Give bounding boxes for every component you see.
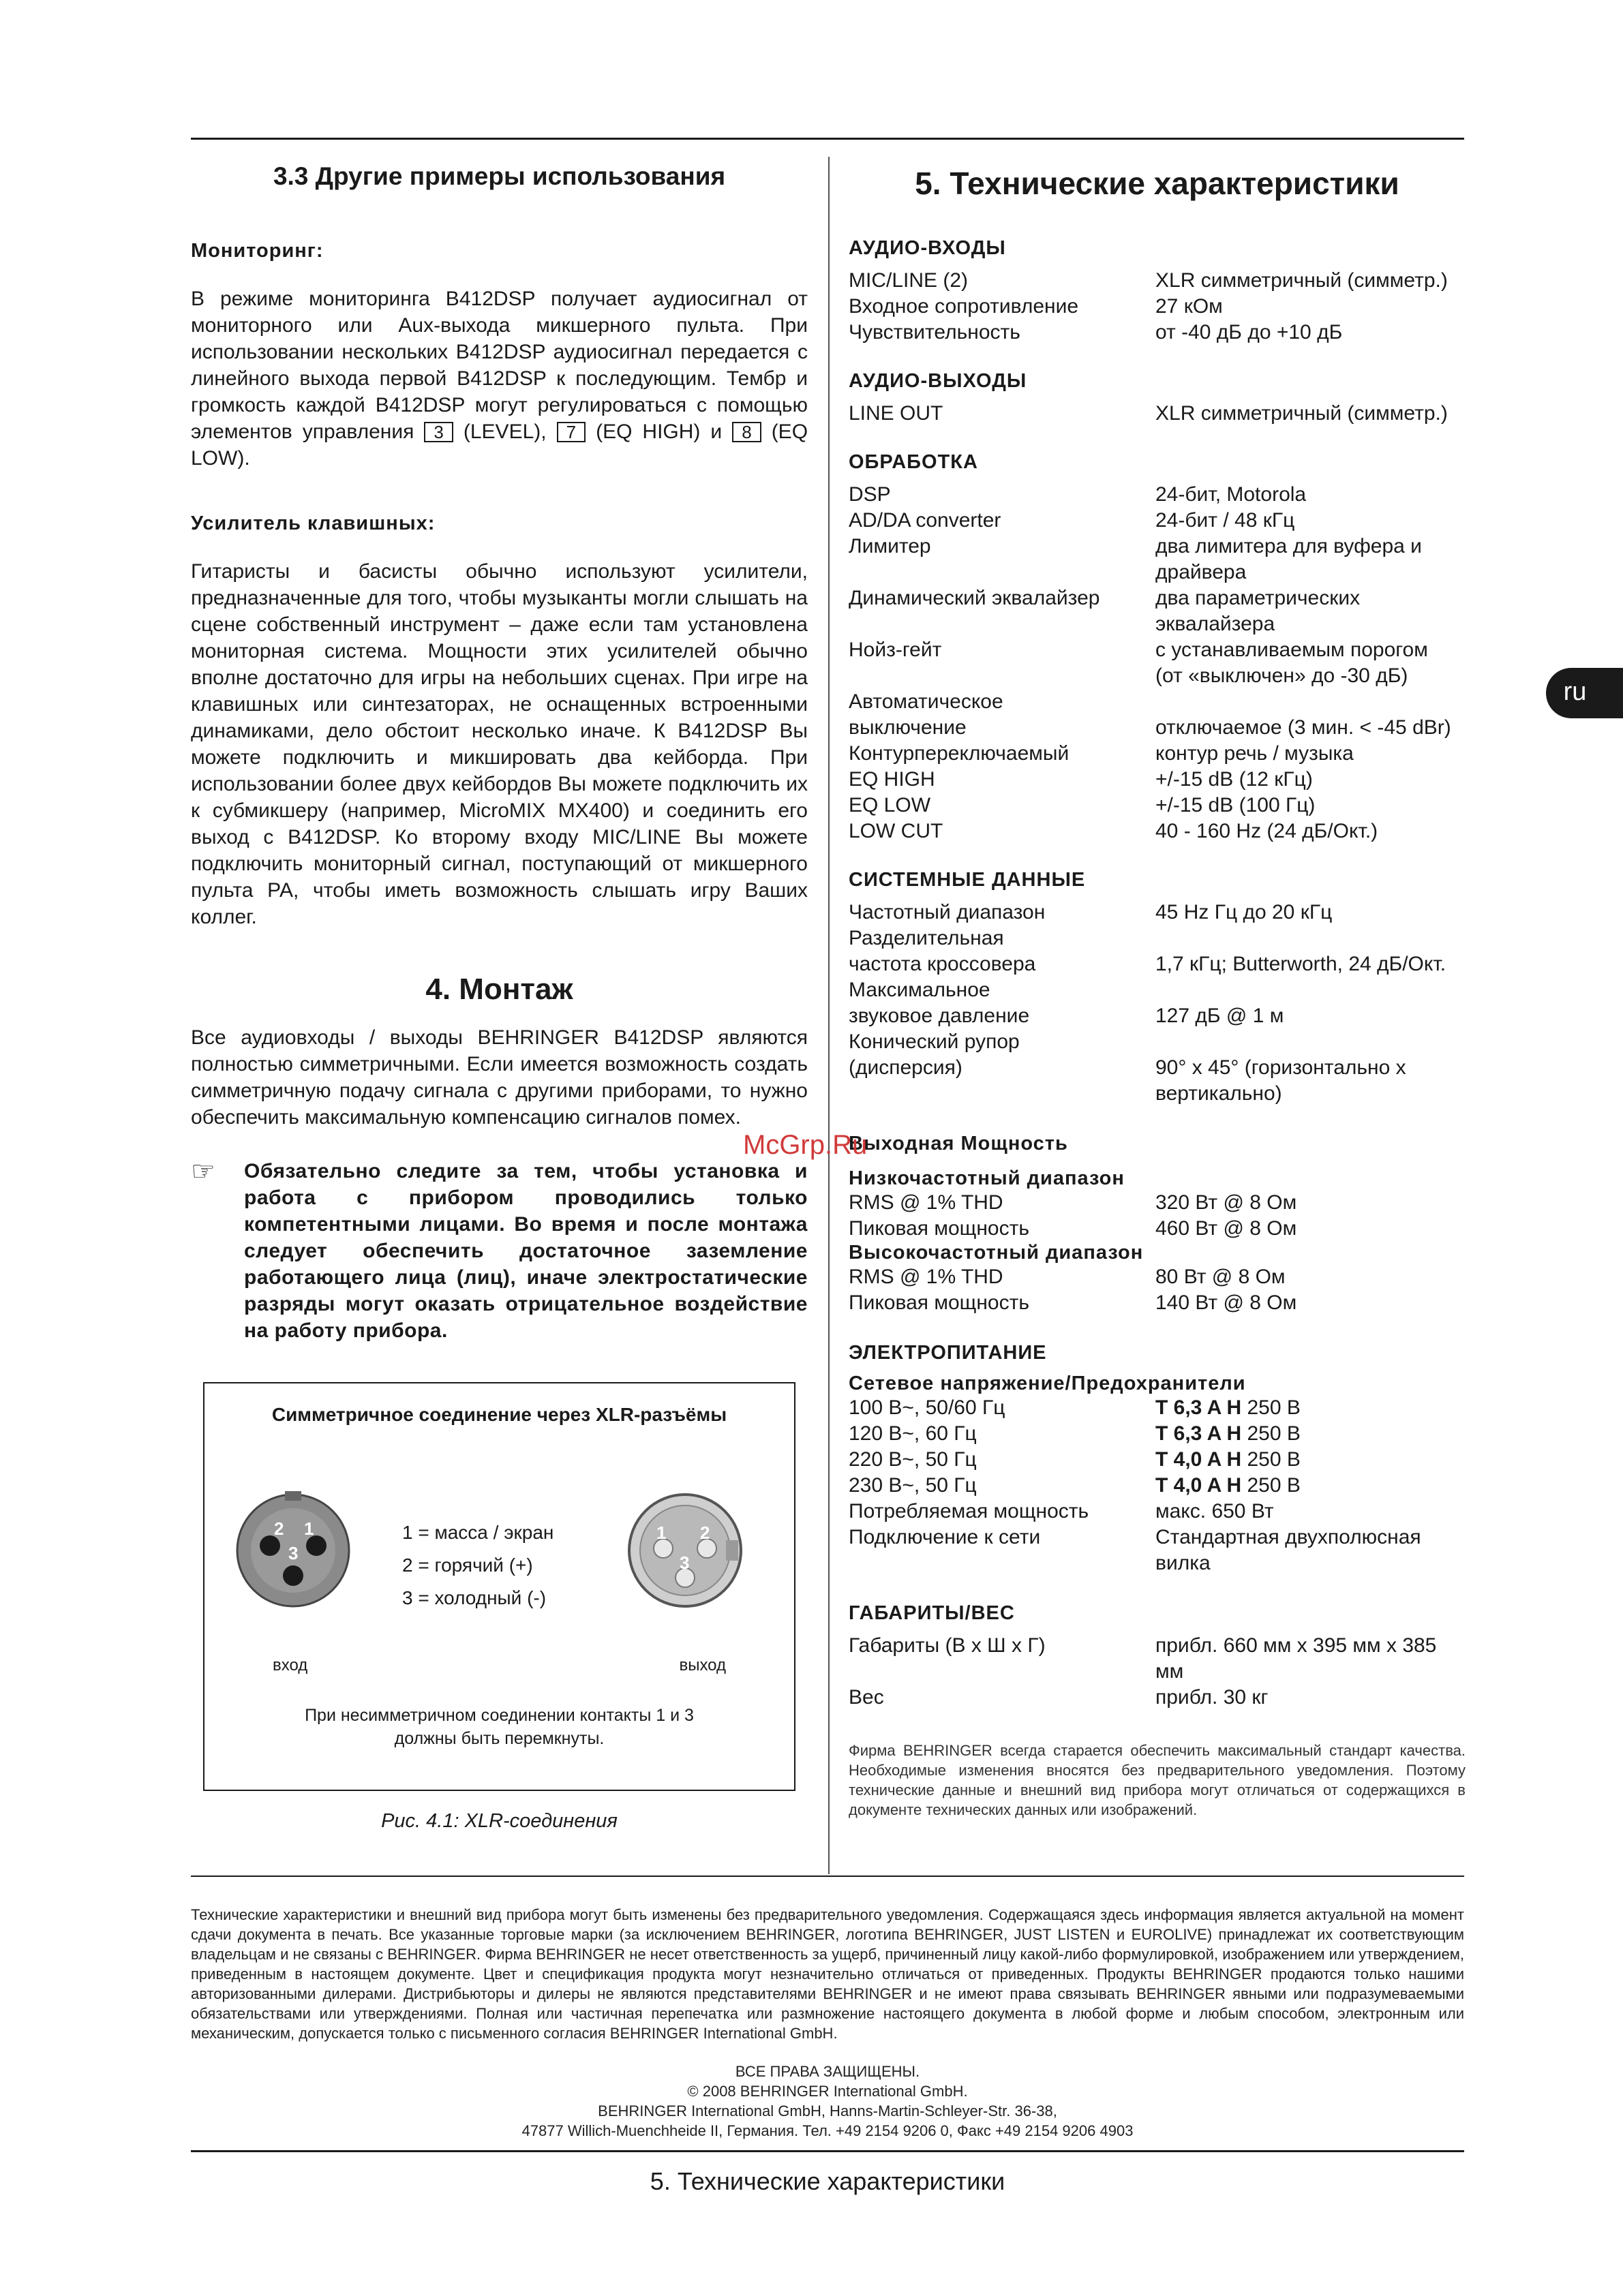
legal-notice: Технические характеристики и внешний вид прибора могут быть изменены без предварительного уведомления. Содержащаяся здесь информация является актуальной на момент сдачи документа в печать. Все указанные торговые марки (за исключением BEHRINGER, логотипа BEHRINGER, JUST LISTEN и EUROLIVE) принадлежат их соответствующим владельцам и не связаны с BEHRINGER. Фирма BEHRINGER не несет ответственность за ущерб, причиненный лицу какой-либо формулировкой, изображением или утверждением, приведенным в настоящем документе. Цвет и спецификация продукта могут незначительно отличаться от приведенных. Продукты BEHRINGER продаются только нашими авторизованными дилерами. Дистрибьюторы и дилеры не являются представителями BEHRINGER и не имеют права связывать BEHRINGER явными или подразумеваемыми обязательствами или утверждениями. Полная или частичная перепечатка или размножение настоящего документа в любой форме и любым способом, электронным или механическим, допускается только с письменного согласия BEHRINGER International GmbH. xyxy=(191,1906,1464,2042)
mount-paragraph: Все аудиовходы / выходы BEHRINGER B412DSP являются полностью симметричными. Если имеется возможность создать симметричную подачу сигнала с другими приборами, то нужно обеспечить максимальную компенсацию сигналов помех. xyxy=(191,1026,808,1129)
spec-row xyxy=(849,689,1466,715)
rights-line-3: BEHRINGER International GmbH, Hanns-Martin-Schleyer-Str. 36-38, xyxy=(598,2102,1057,2119)
xlr-diagram xyxy=(203,1382,795,1791)
audio-outputs-heading: АУДИО-ВЫХОДЫ xyxy=(849,370,1027,392)
spec-key: Нойз-гейт xyxy=(849,639,942,661)
page-footer-title: 5. Технические характеристики xyxy=(650,2167,1005,2195)
spec-value: 24-бит / 48 кГц xyxy=(1155,509,1295,532)
xlr-female-connector-icon xyxy=(232,1486,354,1608)
spec-row xyxy=(849,508,1466,534)
pointing-hand-icon: ☞ xyxy=(191,1157,215,1187)
spec-row xyxy=(849,268,1466,294)
xlr-output-label: выход xyxy=(679,1656,726,1674)
spec-value: с устанавливаемым порогом xyxy=(1155,639,1428,661)
dimensions-table xyxy=(849,1633,1466,1711)
spec-key: Конический рупор xyxy=(849,1030,1020,1053)
footer-rule xyxy=(191,1876,1464,1877)
fuse-rating: T 6,3 A H xyxy=(1155,1422,1242,1445)
fuse-row xyxy=(849,1421,1466,1447)
audio-inputs-heading: АУДИО-ВХОДЫ xyxy=(849,237,1006,259)
spec-value: 127 дБ @ 1 м xyxy=(1155,1005,1284,1027)
spec-value: контур речь / музыка xyxy=(1155,742,1354,765)
spec-key: AD/DA converter xyxy=(849,509,1001,532)
section-title-3-3: 3.3 Другие примеры использования xyxy=(273,162,726,190)
spec-key: Пиковая мощность xyxy=(849,1291,1029,1314)
right-column xyxy=(849,157,1466,1820)
watermark: McGrp.Ru xyxy=(743,1130,868,1160)
spec-value: 320 Вт @ 8 Ом xyxy=(1155,1191,1297,1214)
xlr-unbalanced-note xyxy=(204,1704,794,1750)
spec-key: Лимитер xyxy=(849,535,931,557)
system-heading: СИСТЕМНЫЕ ДАННЫЕ xyxy=(849,869,1086,891)
spec-value: 45 Hz Гц до 20 кГц xyxy=(1155,901,1333,923)
spec-value: эквалайзера xyxy=(1155,613,1275,635)
spec-row xyxy=(849,482,1466,508)
spec-key: Частотный диапазон xyxy=(849,901,1046,923)
audio-inputs-table xyxy=(849,268,1466,346)
spec-key: Потребляемая мощность xyxy=(849,1500,1089,1522)
spec-row xyxy=(849,1264,1466,1290)
top-rule xyxy=(191,138,1464,140)
dimensions-heading: ГАБАРИТЫ/ВЕС xyxy=(849,1602,1015,1624)
voltage-label: 220 В~, 50 Гц xyxy=(849,1448,977,1471)
spec-key: Контурпереключаемый xyxy=(849,742,1070,765)
fuse-row xyxy=(849,1447,1466,1473)
spec-value: 24-бит, Motorola xyxy=(1155,483,1307,506)
spec-row xyxy=(849,977,1466,1003)
mount-title: 4. Монтаж xyxy=(425,973,573,1006)
spec-value: отключаемое (3 мин. < -45 dBr) xyxy=(1155,716,1451,739)
spec-value: 140 Вт @ 8 Ом xyxy=(1155,1291,1297,1314)
spec-key: Входное сопротивление xyxy=(849,295,1079,318)
spec-key xyxy=(849,560,1155,585)
spec-row xyxy=(849,1003,1466,1029)
xlr-diagram-title: Симметричное соединение через XLR-разъёмы xyxy=(271,1404,727,1425)
spec-key xyxy=(849,611,1155,637)
spec-row xyxy=(849,741,1466,767)
xlr-pin-legend xyxy=(402,1516,553,1614)
high-freq-heading: Высокочастотный диапазон xyxy=(849,1242,1144,1264)
spec-row xyxy=(849,1550,1466,1576)
spec-key: частота кроссовера xyxy=(849,953,1036,975)
fuse-table xyxy=(849,1395,1466,1499)
spec-key: LOW CUT xyxy=(849,820,943,842)
spec-value: 90° x 45° (горизонтально x xyxy=(1155,1056,1406,1079)
spec-key: звуковое давление xyxy=(849,1005,1030,1027)
power-output-heading: Выходная Мощность xyxy=(849,1133,1068,1154)
low-freq-heading: Низкочастотный диапазон xyxy=(849,1167,1125,1189)
spec-value: два лимитера для вуфера и xyxy=(1155,535,1422,557)
spec-value: XLR симметричный (симметр.) xyxy=(1155,402,1448,425)
spec-key xyxy=(849,1550,1155,1576)
spec-row xyxy=(849,715,1466,741)
spec-value: драйвера xyxy=(1155,561,1247,583)
spec-key: Динамический эквалайзер xyxy=(849,587,1100,609)
spec-value: 460 Вт @ 8 Ом xyxy=(1155,1217,1297,1240)
spec-value: +/-15 dB (100 Гц) xyxy=(1155,794,1316,816)
legend-pin-2: 2 = горячий (+) xyxy=(402,1555,533,1576)
spec-row xyxy=(849,560,1466,585)
spec-value: вертикально) xyxy=(1155,1082,1282,1105)
control-ref-8: 8 xyxy=(732,422,761,442)
xlr-in-pin-1: 1 xyxy=(304,1518,314,1539)
fuse-row xyxy=(849,1473,1466,1499)
spec-key: DSP xyxy=(849,483,891,506)
xlr-note-line-2: должны быть перемкнуты. xyxy=(394,1729,605,1748)
spec-key: Подключение к сети xyxy=(849,1526,1041,1548)
spec-key: RMS @ 1% THD xyxy=(849,1191,1003,1214)
spec-row xyxy=(849,1081,1466,1107)
fuse-row xyxy=(849,1395,1466,1421)
spec-value: 1,7 кГц; Butterworth, 24 дБ/Окт. xyxy=(1155,953,1446,975)
spec-value xyxy=(1155,1029,1466,1055)
keyboard-heading: Усилитель клавишных: xyxy=(191,512,436,534)
xlr-male-connector-icon xyxy=(624,1486,746,1608)
fuse-voltage: 250 В xyxy=(1241,1474,1301,1497)
spec-row xyxy=(849,767,1466,793)
spec-key: EQ HIGH xyxy=(849,768,935,791)
spec-value: макс. 650 Вт xyxy=(1155,1500,1274,1522)
spec-key: Чувствительность xyxy=(849,321,1020,343)
power-supply-table xyxy=(849,1499,1466,1576)
spec-row xyxy=(849,1499,1466,1525)
spec-row xyxy=(849,1029,1466,1055)
voltage-label: 100 В~, 50/60 Гц xyxy=(849,1396,1005,1419)
spec-row xyxy=(849,1290,1466,1316)
spec-row xyxy=(849,637,1466,663)
processing-table xyxy=(849,482,1466,844)
control-ref-3: 3 xyxy=(424,422,453,442)
rights-line-1: ВСЕ ПРАВА ЗАЩИЩЕНЫ. xyxy=(735,2063,920,2080)
spec-value: прибл. 30 кг xyxy=(1155,1686,1269,1709)
column-divider xyxy=(828,157,830,1874)
rights-block xyxy=(191,2062,1464,2141)
keyboard-paragraph: Гитаристы и басисты обычно используют усилители, предназначенные для того, чтобы музыканты могли слышать на сцене собственный инструмент – даже если там установлена мониторная система. Мощности этих усилителей обычно вполне достаточно для игры на небольших сценах. При игре на клавишных или синтезаторах, не оснащенных встроенными динамиками, дело обстоит несколько иначе. К B412DSP Вы можете подключить и микшировать два кейборда. При использовании более двух кейбордов Вы можете подключить их к субмикшеру (например, MicroMIX MX400) и соединить его выход с B412DSP. Ко второму входу MIC/LINE Вы можете подключить мониторный сигнал, поступающий от микшерного пульта PA, чтобы иметь возможность слышать игру Ваших коллег. xyxy=(191,560,808,928)
spec-row xyxy=(849,294,1466,320)
monitoring-heading: Мониторинг: xyxy=(191,240,324,262)
spec-value: два параметрических xyxy=(1155,587,1361,609)
spec-row xyxy=(849,534,1466,560)
safety-note-text: Обязательно следите за тем, чтобы установка и работа с прибором проводились только компетентными лицами. Во время и после монтажа следует обеспечить достаточное заземление работающего лица (лиц), иначе электростатические разряды могут оказать отрицательное воздействие на работу прибора. xyxy=(244,1160,808,1342)
xlr-out-pin-2: 2 xyxy=(700,1522,710,1543)
spec-key: EQ LOW xyxy=(849,794,931,816)
spec-key: Габариты (В х Ш х Г) xyxy=(849,1634,1046,1657)
spec-key: выключение xyxy=(849,716,967,739)
spec-key: MIC/LINE (2) xyxy=(849,269,969,292)
xlr-note-line-1: При несимметричном соединении контакты 1 и 3 xyxy=(305,1706,694,1725)
fuse-rating: T 6,3 A H xyxy=(1155,1396,1242,1419)
fuse-value xyxy=(1155,1395,1466,1421)
fuse-voltage: 250 В xyxy=(1241,1396,1301,1419)
spec-key: Автоматическое xyxy=(849,690,1003,713)
spec-row xyxy=(849,1685,1466,1711)
fuse-voltage: 250 В xyxy=(1241,1448,1301,1471)
spec-row xyxy=(849,818,1466,844)
power-supply-heading: ЭЛЕКТРОПИТАНИЕ xyxy=(849,1342,1047,1364)
figure-caption: Рис. 4.1: XLR-соединения xyxy=(381,1810,618,1832)
spec-value: +/-15 dB (12 кГц) xyxy=(1155,768,1313,791)
control-ref-7: 7 xyxy=(557,422,586,442)
fuse-voltage: 250 В xyxy=(1241,1422,1301,1445)
high-freq-table xyxy=(849,1264,1466,1316)
spec-value xyxy=(1155,689,1466,715)
spec-key xyxy=(849,1081,1155,1107)
spec-row xyxy=(849,585,1466,611)
spec-value: 80 Вт @ 8 Ом xyxy=(1155,1266,1286,1288)
spec-value: прибл. 660 мм x 395 мм x 385 мм xyxy=(1155,1634,1437,1683)
spec-row xyxy=(849,1633,1466,1685)
mains-fuse-heading: Сетевое напряжение/Предохранители xyxy=(849,1373,1246,1394)
bottom-rule xyxy=(191,2150,1464,2152)
spec-value: 27 кОм xyxy=(1155,295,1223,318)
processing-heading: ОБРАБОТКА xyxy=(849,451,978,473)
left-column xyxy=(191,157,808,1833)
legend-pin-1: 1 = масса / экран xyxy=(402,1522,554,1543)
spec-row xyxy=(849,900,1466,925)
spec-row xyxy=(849,1216,1466,1242)
language-tab xyxy=(1546,668,1623,718)
fuse-value xyxy=(1155,1421,1466,1447)
spec-key xyxy=(849,663,1155,689)
rights-line-4: 47877 Willich-Muenchheide II, Германия. Тел. +49 2154 9206 0, Факс +49 2154 9206 4903 xyxy=(521,2122,1134,2139)
spec-row xyxy=(849,1190,1466,1216)
control-ref-3-label: (LEVEL), xyxy=(463,420,547,443)
spec-row xyxy=(849,1525,1466,1550)
xlr-input-label: вход xyxy=(273,1656,308,1674)
spec-value: вилка xyxy=(1155,1552,1211,1574)
rights-line-2: © 2008 BEHRINGER International GmbH. xyxy=(687,2083,968,2100)
spec-row xyxy=(849,951,1466,977)
control-ref-7-label: (EQ HIGH) и xyxy=(596,420,723,443)
spec-row xyxy=(849,793,1466,818)
voltage-label: 120 В~, 60 Гц xyxy=(849,1422,977,1445)
xlr-in-pin-3: 3 xyxy=(288,1543,299,1563)
spec-value: XLR симметричный (симметр.) xyxy=(1155,269,1448,292)
spec-row xyxy=(849,1055,1466,1081)
xlr-in-pin-2: 2 xyxy=(274,1518,284,1539)
spec-row xyxy=(849,401,1466,427)
fuse-rating: T 4,0 A H xyxy=(1155,1448,1242,1471)
audio-outputs-table xyxy=(849,401,1466,427)
spec-row xyxy=(849,611,1466,637)
fuse-value xyxy=(1155,1473,1466,1499)
spec-row xyxy=(849,320,1466,346)
spec-value: (от «выключен» до -30 дБ) xyxy=(1155,664,1408,687)
language-tab-label: ru xyxy=(1563,677,1587,706)
fuse-rating: T 4,0 A H xyxy=(1155,1474,1242,1497)
spec-value: от -40 дБ до +10 дБ xyxy=(1155,321,1343,343)
system-table xyxy=(849,900,1466,1107)
voltage-label: 230 В~, 50 Гц xyxy=(849,1474,977,1497)
fuse-value xyxy=(1155,1447,1466,1473)
spec-value: 40 - 160 Hz (24 дБ/Окт.) xyxy=(1155,820,1378,842)
monitoring-paragraph xyxy=(191,286,808,472)
control-ref-8-label: (EQ LOW). xyxy=(191,420,808,470)
spec-key: Разделительная xyxy=(849,927,1004,949)
spec-key: (дисперсия) xyxy=(849,1056,962,1079)
spec-key: LINE OUT xyxy=(849,402,943,425)
spec-value: Стандартная двухполюсная xyxy=(1155,1526,1421,1548)
monitoring-text: В режиме мониторинга B412DSP получает аудиосигнал от мониторного или Aux-выхода микшерного пульта. При использовании нескольких B412DSP аудиосигнал передается с линейного выхода первой B412DSP к последующим. Тембр и громкость каждой B412DSP могут регулироваться с помощью элементов управления xyxy=(191,288,808,443)
spec-value xyxy=(1155,925,1466,951)
spec-key: Вес xyxy=(849,1686,884,1709)
spec-key: Максимальное xyxy=(849,979,990,1001)
quality-disclaimer: Фирма BEHRINGER всегда старается обеспечить максимальный стандарт качества. Необходимые изменения вносятся без предварительного уведомления. Поэтому технические данные и внешний вид прибора могут отличаться от содержащихся в документе технических данных или изображений. xyxy=(849,1742,1466,1818)
spec-row xyxy=(849,925,1466,951)
legend-pin-3: 3 = холодный (-) xyxy=(402,1587,547,1608)
low-freq-table xyxy=(849,1190,1466,1242)
safety-note xyxy=(191,1158,808,1344)
specs-title: 5. Технические характеристики xyxy=(915,166,1399,201)
xlr-out-pin-1: 1 xyxy=(656,1522,667,1543)
spec-key: Пиковая мощность xyxy=(849,1217,1029,1240)
spec-value xyxy=(1155,977,1466,1003)
xlr-out-pin-3: 3 xyxy=(680,1552,690,1573)
spec-row xyxy=(849,663,1466,689)
spec-key: RMS @ 1% THD xyxy=(849,1266,1003,1288)
